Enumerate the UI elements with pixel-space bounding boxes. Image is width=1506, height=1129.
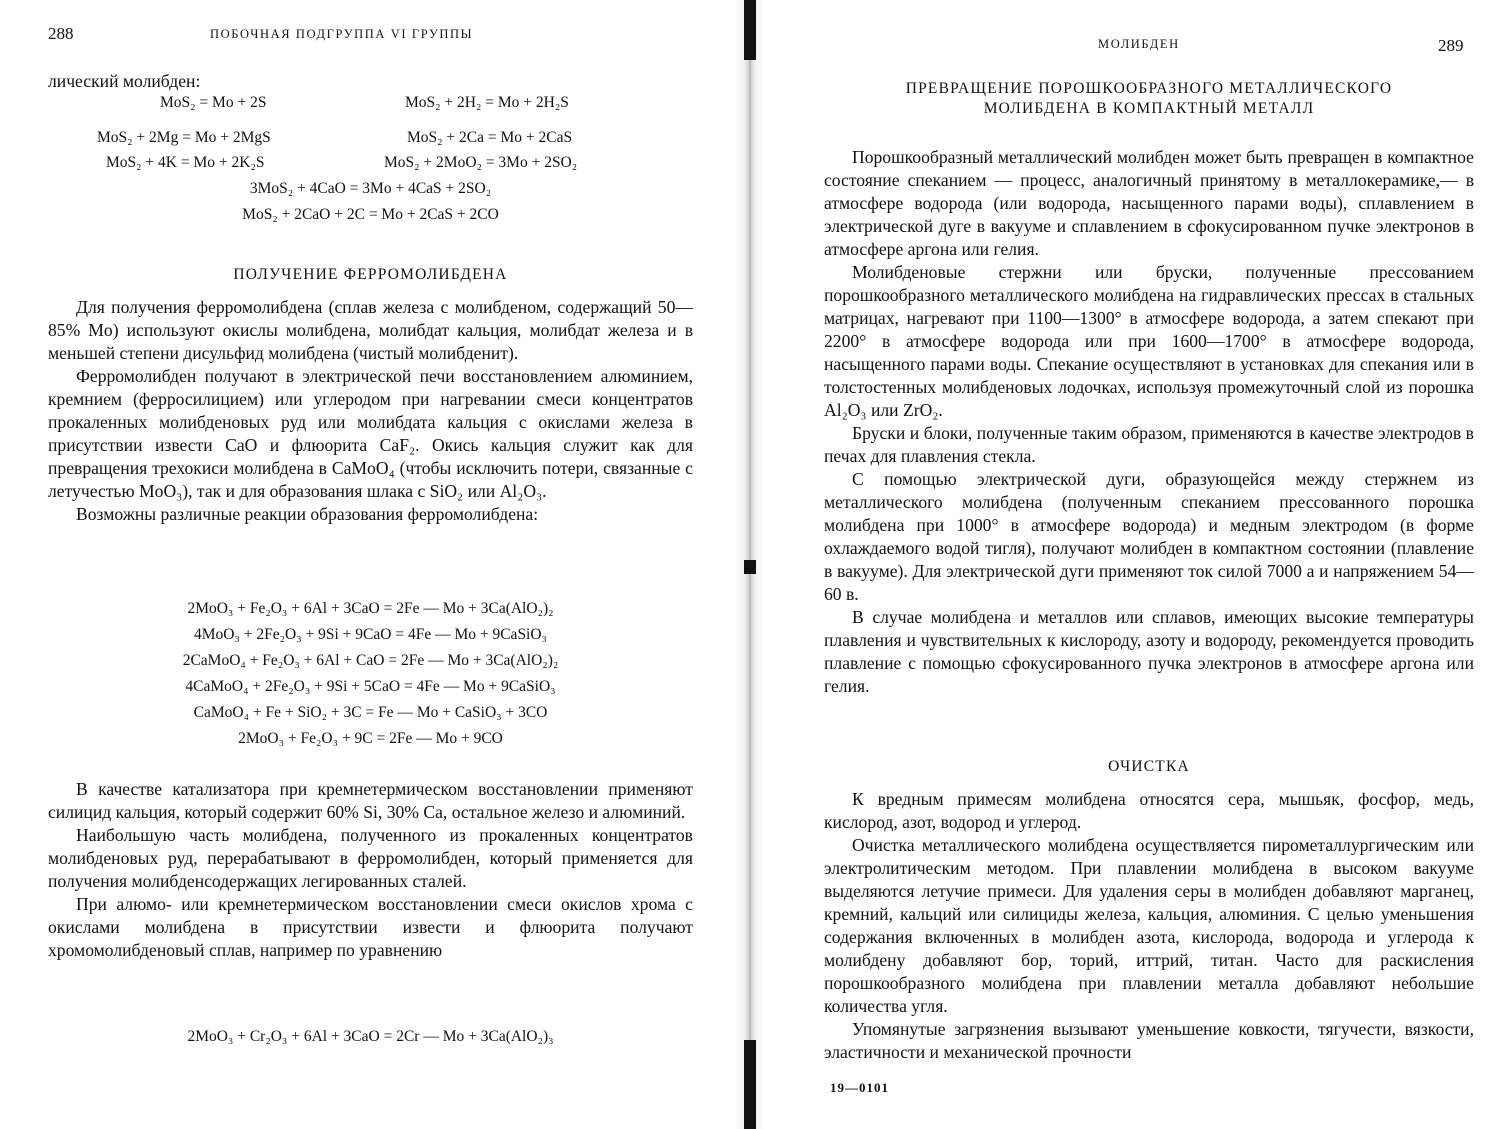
equation: CaMoO₄ + Fe + SiO₂ + 3C = Fe — Mo + CaSiO₃ + 3CO xyxy=(193,704,548,721)
paragraph: Наибольшую часть молибдена, полученного из прокаленных концентратов молибденовых руд, перерабатывают в ферромолибден, который применяется для получения молибденсодержащих легированных сталей. xyxy=(48,825,693,891)
section-title: МОЛИБДЕНА В КОМПАКТНЫЙ МЕТАЛЛ xyxy=(983,100,1315,117)
gutter-shadow-top xyxy=(744,0,756,60)
section-title: ПОЛУЧЕНИЕ ФЕРРОМОЛИБДЕНА xyxy=(233,266,508,283)
printer-signature: 19—0101 xyxy=(830,1080,889,1095)
equation: MoS₂ + 4K = Mo + 2K₂S xyxy=(106,154,265,171)
section-title: ПРЕВРАЩЕНИЕ ПОРОШКООБРАЗНОГО МЕТАЛЛИЧЕСКОГО xyxy=(905,80,1393,97)
paragraph: Очистка металлического молибдена осуществляется пирометаллургическим или электролитическим методом. При плавлении молибдена в высоком вакууме выделяются летучие примеси. Для удаления серы в молибден добавляют марганец, кремний, кальций или силициды железа, кальция, алюминия. С целью уменьшения содержания включенных в молибден азота, кислорода, водорода и углерода к молибдену добавляют бор, торий, иттрий, титан. Часто для раскисления порошкообразного молибдена при плавлении металла добавляют небольшие количества угля. xyxy=(824,835,1474,1016)
paragraph: К вредным примесям молибдена относятся сера, мышьяк, фосфор, медь, кислород, азот, водород и углерод. xyxy=(824,789,1474,832)
paragraph: Для получения ферромолибдена (сплав железа с молибденом, содержащий 50—85% Mo) используют окислы молибдена, молибдат кальция, молибдат железа и в меньшей степени дисульфид молибдена (чистый молибденит). xyxy=(48,297,693,363)
equation: MoS₂ + 2MoO₂ = 3Mo + 2SO₂ xyxy=(384,154,578,171)
left-page xyxy=(0,0,740,1129)
section-title: ОЧИСТКА xyxy=(1108,758,1190,775)
paragraph: Возможны различные реакции образования ферромолибдена: xyxy=(76,504,539,524)
running-head: МОЛИБДЕН xyxy=(1098,37,1180,51)
paragraph: С помощью электрической дуги, образующейся между стержнем из металлического молибдена (полученным спеканием прессованного порошка молибдена при 1000° в атмосфере водорода) и медным электродом (в форме охлаждаемого водой тигля), получают молибден в компактном состоянии (плавление в вакууме). Для электрической дуги применяют ток силой 7000 а и напряжением 54—60 в. xyxy=(824,469,1474,604)
equation: MoS₂ + 2H₂ = Mo + 2H₂S xyxy=(405,94,569,111)
equation: MoS₂ = Mo + 2S xyxy=(160,94,267,111)
paragraph: Ферромолибден получают в электрической печи восстановлением алюминием, кремнием (ферросилицием) или углеродом при нагревании смеси концентратов прокаленных молибденовых руд или молибдата кальция с окислами железа в присутствии извести CaO и флюорита CaF₂. Окись кальция служит как для превращения трехокиси молибдена в CaMoO₄ (чтобы исключить потери, связанные с летучестью MoO₃), так и для образования шлака с SiO₂ или Al₂O₃. xyxy=(48,366,693,501)
paragraph: Упомянутые загрязнения вызывают уменьшение ковкости, тягучести, вязкости, эластичности и механической прочности xyxy=(824,1019,1474,1062)
page-number: 288 xyxy=(48,24,74,43)
paragraph: Молибденовые стержни или бруски, полученные прессованием порошкообразного металлического молибдена на гидравлических прессах в стальных матрицах, нагревают при 1100—1300° в атмосфере водорода, а затем спекают при 2200° в атмосфере водорода или при 1600—1700° в атмосфере водорода, насыщенного парами воды. Спекание осуществляют в установках для спекания или в толстостенных молибденовых лодочках, используя промежуточный слой из порошка Al₂O₃ или ZrO₂. xyxy=(824,262,1474,420)
gutter-shadow-middle xyxy=(744,560,756,574)
paragraph: Бруски и блоки, полученные таким образом, применяются в качестве электродов в печах для плавления стекла. xyxy=(824,423,1474,466)
paragraph: Порошкообразный металлический молибден может быть превращен в компактное состояние спеканием — процесс, аналогичный принятому в металлокерамике,— в атмосфере водорода (или водорода, насыщенного парами воды), сплавлением в электрической дуге в вакууме и сплавлением в сфокусированном пучке электронов в атмосфере аргона или гелия. xyxy=(824,147,1474,259)
equation: 2MoO₃ + Fe₂O₃ + 9C = 2Fe — Mo + 9CO xyxy=(238,730,503,747)
equation: 2MoO₃ + Cr₂O₃ + 6Al + 3CaO = 2Cr — Mo + 3Ca(AlO₂)₃ xyxy=(187,1028,554,1045)
gutter-shadow-bottom xyxy=(744,1040,756,1129)
text-block xyxy=(824,788,1474,1064)
equation: MoS₂ + 2CaO + 2C = Mo + 2CaS + 2CO xyxy=(242,206,499,223)
paragraph: В качестве катализатора при кремнетермическом восстановлении применяют силицид кальция, который содержит 60% Si, 30% Ca, остальное железо и алюминий. xyxy=(48,779,693,822)
equation: MoS₂ + 2Ca = Mo + 2CaS xyxy=(407,129,573,146)
equation: 4MoO₃ + 2Fe₂O₃ + 9Si + 9CaO = 4Fe — Mo + 9CaSiO₃ xyxy=(194,626,547,643)
equation: 3MoS₂ + 4CaO = 3Mo + 4CaS + 2SO₂ xyxy=(249,180,492,197)
paragraph: В случае молибдена и металлов или сплавов, имеющих высокие температуры плавления и чувствительных к кислороду, азоту и водороду, рекомендуется проводить плавление с помощью сфокусированного пучка электронов в атмосфере аргона или гелия. xyxy=(824,607,1474,696)
equation: MoS₂ + 2Mg = Mo + 2MgS xyxy=(97,129,271,146)
equation: 2MoO₃ + Fe₂O₃ + 6Al + 3CaO = 2Fe — Mo + 3Ca(AlO₂)₂ xyxy=(187,600,554,617)
equation: 4CaMoO₄ + 2Fe₂O₃ + 9Si + 5CaO = 4Fe — Mo + 9CaSiO₃ xyxy=(185,678,556,695)
right-page xyxy=(760,0,1506,1129)
intro-line: лический молибден: xyxy=(48,71,201,91)
text-block xyxy=(48,778,693,962)
text-block xyxy=(48,296,693,526)
page-number: 289 xyxy=(1438,36,1464,55)
equation: 2CaMoO₄ + Fe₂O₃ + 6Al + CaO = 2Fe — Mo + 3Ca(AlO₂)₂ xyxy=(182,652,559,669)
running-head: ПОБОЧНАЯ ПОДГРУППА VI ГРУППЫ xyxy=(210,27,474,41)
text-block xyxy=(824,146,1474,698)
paragraph: При алюмо- или кремнетермическом восстановлении смеси окислов хрома с окислами молибдена в присутствии извести и флюорита получают хромомолибденовый сплав, например по уравнению xyxy=(48,894,693,960)
